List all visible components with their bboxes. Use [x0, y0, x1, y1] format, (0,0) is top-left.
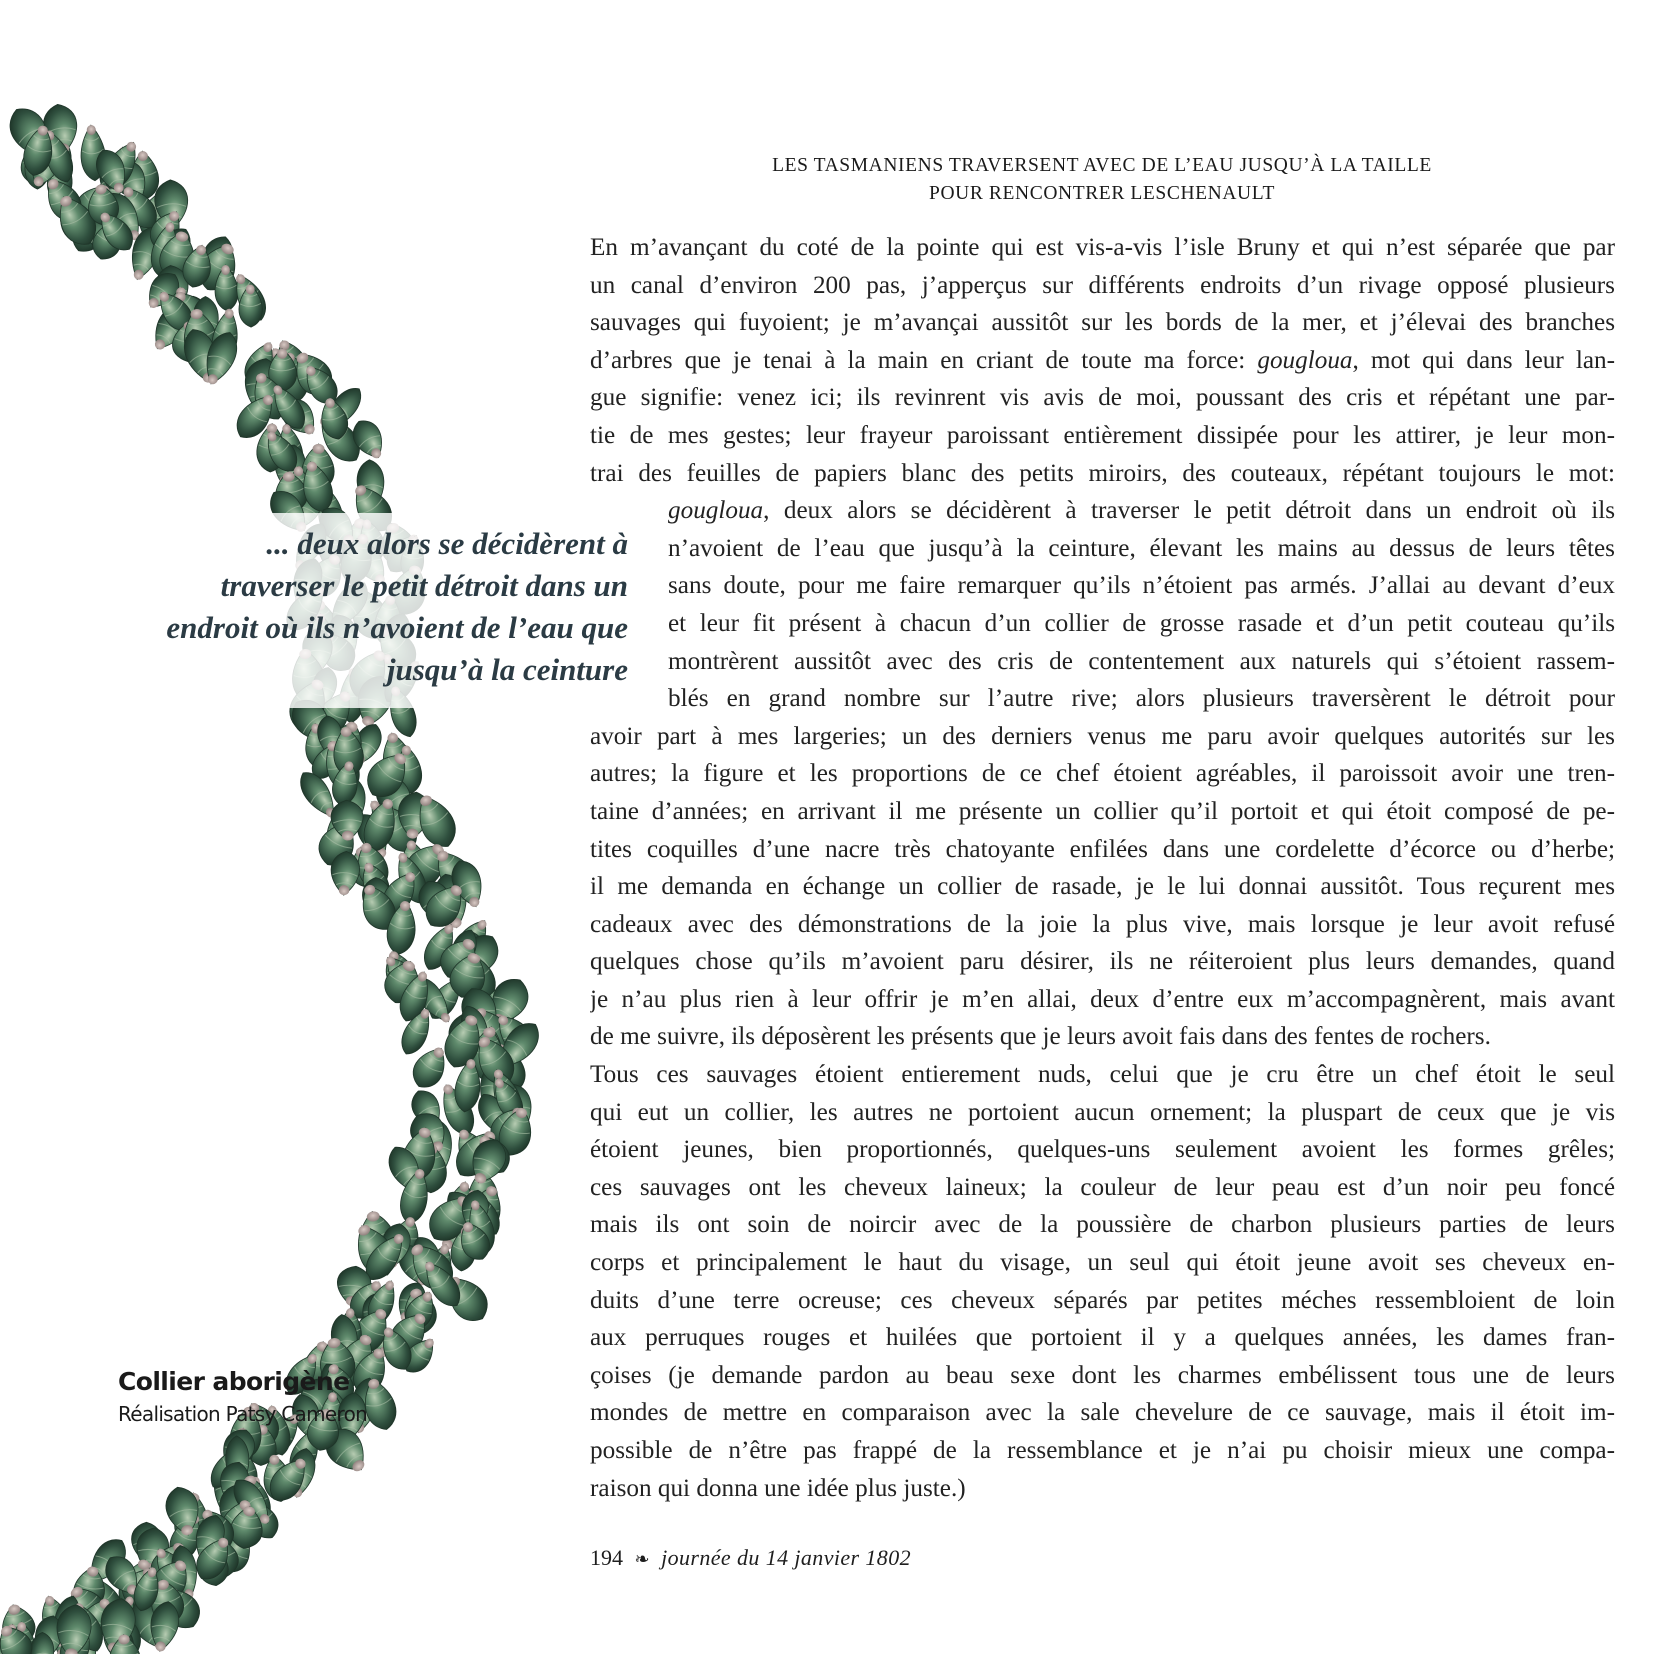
body-line: d’arbres que je tenai à la main en criant de toute ma force: gougloua, mot qui dans leur lan-	[590, 346, 1615, 374]
body-line: étoient jeunes, bien proportionnés, quelques-uns seulement avoient les formes grêles;	[590, 1136, 1615, 1164]
body-line: il me demanda en échange un collier de rasade, je le lui donnai aussitôt. Tous reçurent mes	[590, 873, 1615, 901]
body-line: un canal d’environ 200 pas, j’apperçus sur différents endroits d’un rivage opposé plusieurs	[590, 271, 1615, 299]
image-caption	[118, 1365, 367, 1429]
header-line-2: POUR RENCONTRER LESCHENAULT	[929, 183, 1275, 204]
chapter-header	[600, 152, 1604, 208]
body-line: et leur fit présent à chacun d’un collier de grosse rasade et d’un petit couteau qu’ils	[668, 609, 1615, 637]
body-line: n’avoient de l’eau que jusqu’à la ceinture, élevant les mains au dessus de leurs têtes	[668, 534, 1615, 562]
body-line: sans doute, pour me faire remarquer qu’ils n’étoient pas armés. J’allai au devant d’eux	[668, 572, 1615, 600]
body-line: raison qui donna une idée plus juste.)	[590, 1474, 966, 1502]
body-line: çoises (je demande pardon au beau sexe dont les charmes embélissent tous une de leurs	[590, 1361, 1615, 1389]
body-line: montrèrent aussitôt avec des cris de contentement aux naturels qui s’étoient rassem-	[668, 647, 1615, 675]
body-line: tites coquilles d’une nacre très chatoyante enfilées dans une cordelette d’écorce ou d’herbe;	[590, 835, 1615, 863]
pull-quote-line: jusqu’à la ceinture	[386, 652, 628, 687]
caption-credit: Réalisation Patsy Cameron	[118, 1402, 368, 1426]
running-footer-text: journée du 14 janvier 1802	[661, 1545, 912, 1570]
body-line: qui eut un collier, les autres ne portoient aucun ornement; la pluspart de ceux que je vis	[590, 1098, 1615, 1126]
body-line: quelques chose qu’ils m’avoient paru désirer, ils ne réiteroient plus leurs demandes, quand	[590, 948, 1615, 976]
pull-quote-line: traverser le petit détroit dans un	[220, 568, 628, 603]
body-line: mais ils ont soin de noircir avec de la poussière de charbon plusieurs parties de leurs	[590, 1211, 1615, 1239]
body-line: aux perruques rouges et huilées que portoient il y a quelques années, les dames fran-	[590, 1324, 1615, 1352]
caption-title: Collier aborigène	[118, 1367, 350, 1396]
body-line: trai des feuilles de papiers blanc des petits miroirs, des couteaux, répétant toujours le mot:	[590, 459, 1615, 487]
body-line: tie de mes gestes; leur frayeur paroissant entièrement dissipée pour les attirer, je leur mon-	[590, 421, 1615, 449]
fleuron-icon: ❧	[634, 1549, 650, 1569]
pull-quote	[28, 523, 628, 691]
body-line: je n’au plus rien à leur offrir je m’en allai, deux d’entre eux m’accompagnèrent, mais avant	[590, 985, 1615, 1013]
body-line: taine d’années; en arrivant il me présente un collier qu’il portoit et qui étoit composé de pe-	[590, 797, 1615, 825]
body-line: ces sauvages ont les cheveux laineux; la couleur de leur peau est d’un noir peu foncé	[590, 1173, 1615, 1201]
body-line: sauvages qui fuyoient; je m’avançai aussitôt sur les bords de la mer, et j’élevai des branches	[590, 309, 1615, 337]
body-line: cadeaux avec des démonstrations de la joie la plus vive, mais lorsque je leur avoit refusé	[590, 910, 1615, 938]
page-footer	[590, 1545, 911, 1571]
body-line: duits d’une terre ocreuse; ces cheveux séparés par petites méches ressembloient de loin	[590, 1286, 1615, 1314]
body-line: avoir part à mes largeries; un des derniers venus me paru avoir quelques autorités sur les	[590, 722, 1615, 750]
body-line: Tous ces sauvages étoient entierement nuds, celui que je cru être un chef étoit le seul	[590, 1061, 1615, 1089]
body-line: possible de n’être pas frappé de la ressemblance et je n’ai pu choisir mieux une compa-	[590, 1437, 1615, 1464]
body-line: blés en grand nombre sur l’autre rive; alors plusieurs traversèrent le détroit pour	[668, 685, 1615, 713]
pull-quote-line: ... deux alors se décidèrent à	[266, 526, 628, 561]
pull-quote-line: endroit où ils n’avoient de l’eau que	[166, 610, 628, 645]
body-line: gue signifie: venez ici; ils revinrent vis avis de moi, poussant des cris et répétant une par-	[590, 384, 1615, 412]
body-line: mondes de mettre en comparaison avec la sale chevelure de ce sauvage, mais il étoit im-	[590, 1399, 1615, 1427]
header-line-1: LES TASMANIENS TRAVERSENT AVEC DE L’EAU JUSQU’À LA TAILLE	[772, 155, 1432, 176]
body-line: corps et principalement le haut du visage, un seul qui étoit jeune avoit ses cheveux en-	[590, 1249, 1615, 1277]
body-line: autres; la figure et les proportions de ce chef étoient agréables, il paroissoit avoir une tren-	[590, 760, 1615, 788]
page-number: 194	[590, 1545, 623, 1570]
body-text	[590, 229, 1615, 1507]
body-line: En m’avançant du coté de la pointe qui est vis-a-vis l’isle Bruny et qui n’est séparée que par	[590, 234, 1615, 261]
body-line: de me suivre, ils déposèrent les présents que je leurs avoit fais dans des fentes de rochers.	[590, 1023, 1491, 1051]
body-line: gougloua, deux alors se décidèrent à traverser le petit détroit dans un endroit où ils	[668, 497, 1615, 525]
